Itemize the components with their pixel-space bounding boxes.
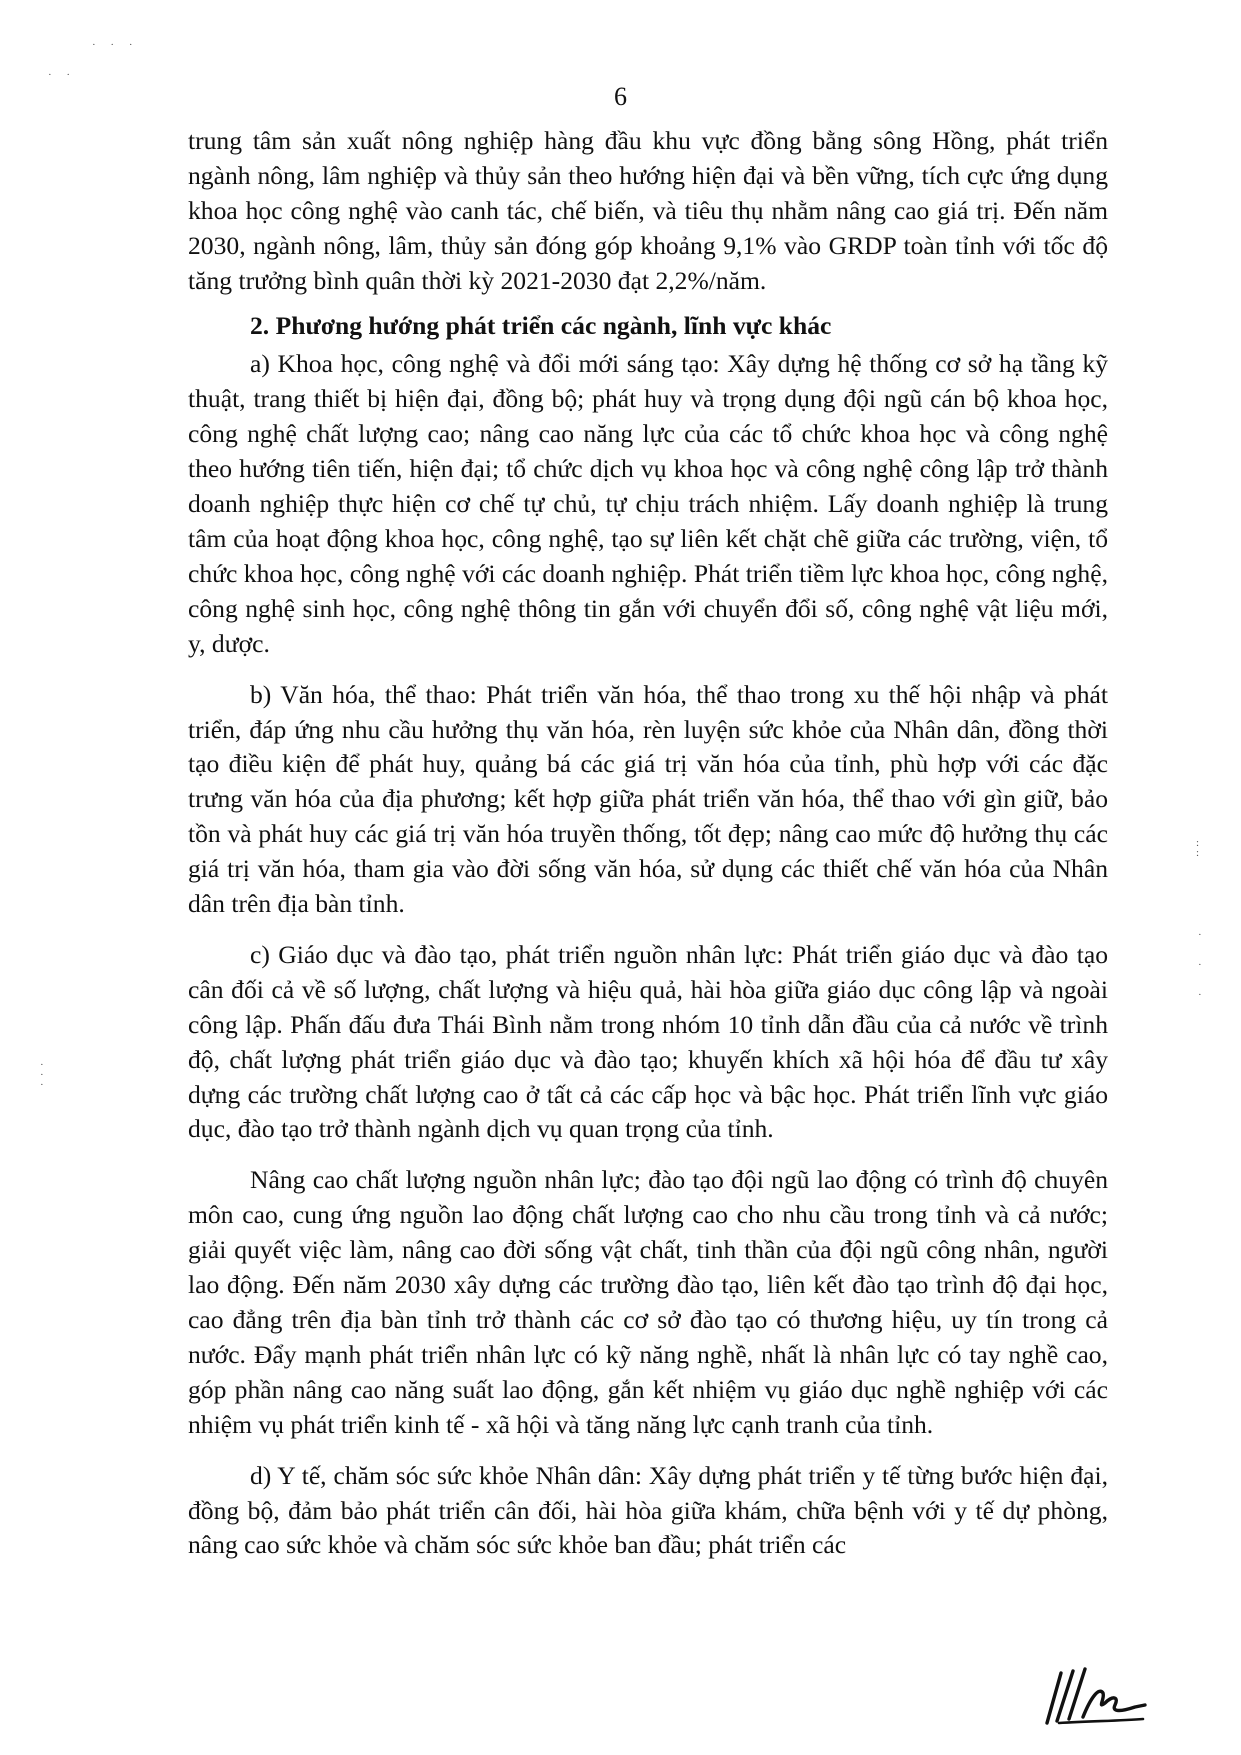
scan-speck-right-margin: : : <box>1196 837 1206 859</box>
paragraph-c-education-training: c) Giáo dục và đào tạo, phát triển nguồn nhân lực: Phát triển giáo dục và đào tạo cân đối cả về số lượng, chất lượng và hiệu quả, hài hòa giữa giáo dục công lập và ngoài công lập. Phấn đấu đưa Thái Bình nằm trong nhóm 10 tỉnh dẫn đầu của cả nước về trình độ, chất lượng phát triển giáo dục và đào tạo; khuyến khích xã hội hóa để đầu tư xây dựng các trường chất lượng cao ở tất cả các cấp học và bậc học. Phát triển lĩnh vực giáo dục, đào tạo trở thành ngành dịch vụ quan trọng của tỉnh. <box>188 939 1108 1144</box>
body-text <box>188 124 1108 1563</box>
section-heading: 2. Phương hướng phát triển các ngành, lĩnh vực khác <box>250 310 832 340</box>
scan-speck-top-left-2: · · <box>48 69 77 81</box>
scan-speck-right-margin-2: · · · <box>1198 929 1208 1001</box>
page-number: 6 <box>614 82 627 111</box>
scan-speck-left-margin: · · · <box>40 1059 50 1091</box>
initials-signature-image <box>1039 1663 1149 1727</box>
paragraph-a-science-technology: a) Khoa học, công nghệ và đổi mới sáng tạo: Xây dựng hệ thống cơ sở hạ tầng kỹ thuật, trang thiết bị hiện đại, đồng bộ; phát huy và trọng dụng đội ngũ cán bộ khoa học, công nghệ chất lượng cao; nâng cao năng lực của các tổ chức khoa học và công nghệ theo hướng tiên tiến, hiện đại; tổ chức dịch vụ khoa học và công nghệ công lập trở thành doanh nghiệp thực hiện cơ chế tự chủ, tự chịu trách nhiệm. Lấy doanh nghiệp là trung tâm của hoạt động khoa học, công nghệ, tạo sự liên kết chặt chẽ giữa các trường, viện, tổ chức khoa học, công nghệ với các doanh nghiệp. Phát triển tiềm lực khoa học, công nghệ, công nghệ sinh học, công nghệ thông tin gắn với chuyển đổi số, công nghệ vật liệu mới, y, dược. <box>188 349 1108 658</box>
scan-speck-top-left: · · · <box>92 39 139 51</box>
paragraph-c-human-resources: Nâng cao chất lượng nguồn nhân lực; đào tạo đội ngũ lao động có trình độ chuyên môn cao, cung ứng nguồn lao động chất lượng cao cho nhu cầu trong tỉnh và cả nước; giải quyết việc làm, nâng cao đời sống vật chất, tinh thần của đội ngũ công nhân, người lao động. Đến năm 2030 xây dựng các trường đào tạo, liên kết đào tạo trình độ đại học, cao đẳng trên địa bàn tỉnh trở thành các cơ sở đào tạo có thương hiệu, uy tín trong cả nước. Đẩy mạnh phát triển nhân lực có kỹ năng nghề, nhất là nhân lực có tay nghề cao, góp phần nâng cao năng suất lao động, gắn kết nhiệm vụ giáo dục nghề nghiệp với các nhiệm vụ phát triển kinh tế - xã hội và tăng năng lực cạnh tranh của tỉnh. <box>188 1165 1108 1439</box>
paragraph-b-culture-sports: b) Văn hóa, thể thao: Phát triển văn hóa, thể thao trong xu thế hội nhập và phát triển, đáp ứng nhu cầu hưởng thụ văn hóa, rèn luyện sức khỏe của Nhân dân, đồng thời tạo điều kiện để phát huy, quảng bá các giá trị văn hóa của tỉnh, phù hợp với các đặc trưng văn hóa của địa phương; kết hợp giữa phát triển văn hóa, thể thao với gìn giữ, bảo tồn và phát huy các giá trị văn hóa truyền thống, tốt đẹp; nâng cao mức độ hưởng thụ các giá trị văn hóa, tham gia vào đời sống văn hóa, sử dụng các thiết chế văn hóa của Nhân dân trên địa bàn tỉnh. <box>188 679 1108 919</box>
intro-paragraph: trung tâm sản xuất nông nghiệp hàng đầu khu vực đồng bằng sông Hồng, phát triển ngành nông, lâm nghiệp và thủy sản theo hướng hiện đại và bền vững, tích cực ứng dụng khoa học công nghệ vào canh tác, chế biến, và tiêu thụ nhằm nâng cao giá trị. Đến năm 2030, ngành nông, lâm, thủy sản đóng góp khoảng 9,1% vào GRDP toàn tỉnh với tốc độ tăng trưởng bình quân thời kỳ 2021-2030 đạt 2,2%/năm. <box>188 126 1108 295</box>
paragraph-d-healthcare: d) Y tế, chăm sóc sức khỏe Nhân dân: Xây dựng phát triển y tế từng bước hiện đại, đồng bộ, đảm bảo phát triển cân đối, hài hòa giữa khám, chữa bệnh với y tế dự phòng, nâng cao sức khỏe và chăm sóc sức khỏe ban đầu; phát triển các <box>188 1460 1108 1560</box>
